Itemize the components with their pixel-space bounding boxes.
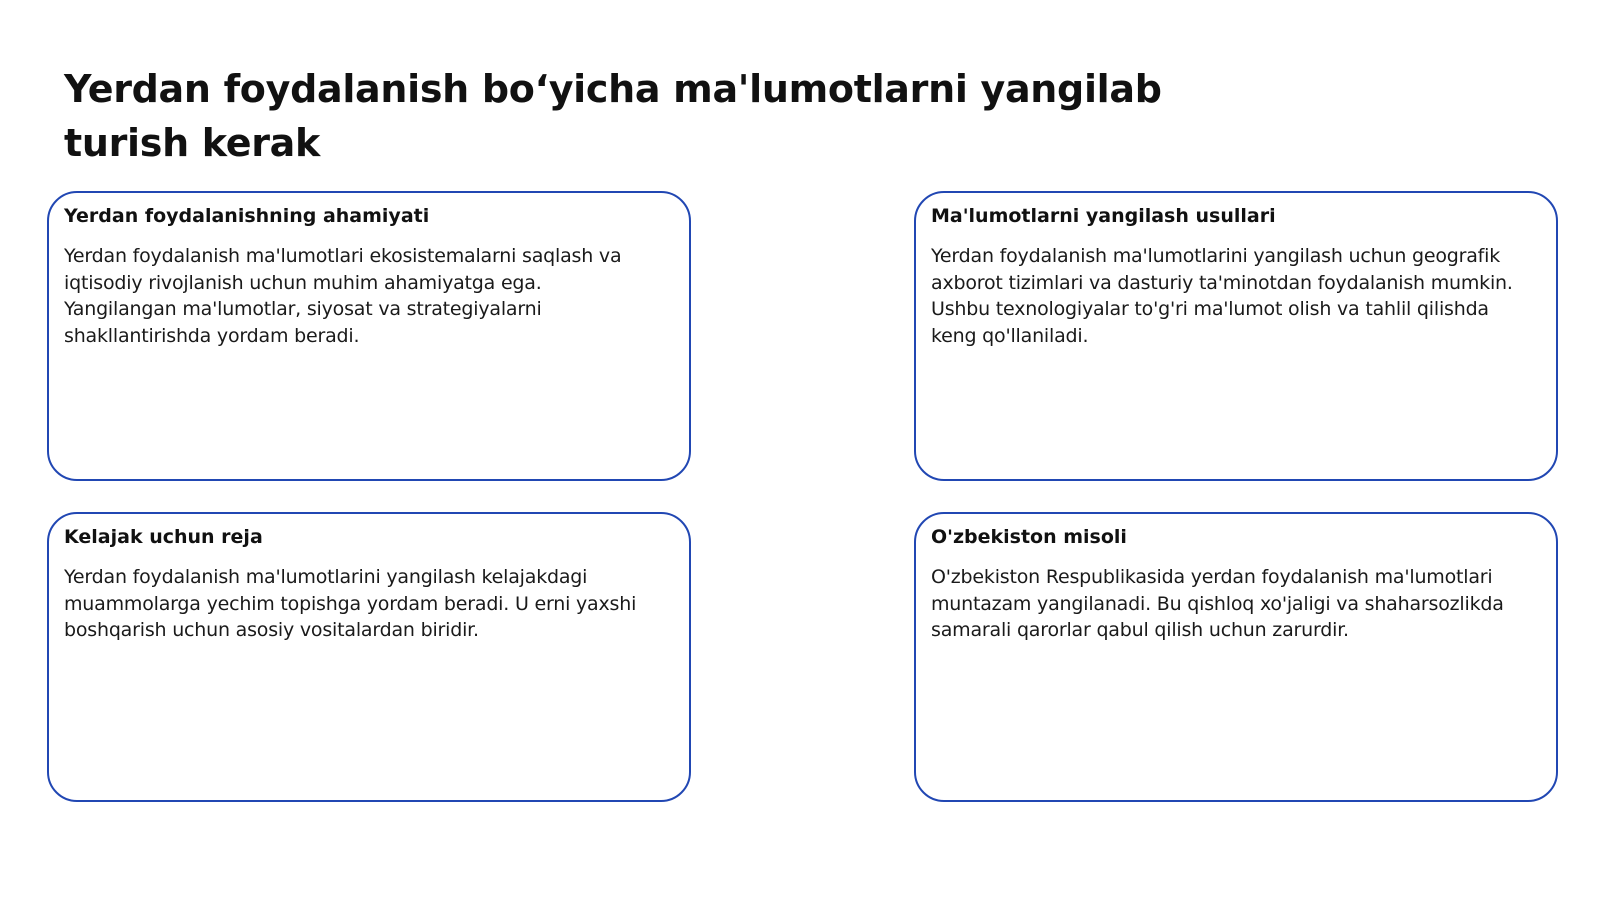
card-body: O'zbekiston Respublikasida yerdan foydalanish ma'lumotlari muntazam yangilanadi. Bu qishloq xo'jaligi va shaharsozlikda samarali qarorlar qabul qilish uchun zarurdir. [931, 566, 1504, 641]
card-body: Yerdan foydalanish ma'lumotlari ekosistemalarni saqlash va iqtisodiy rivojlanish uchun muhim ahamiyatga ega. Yangilangan ma'lumotlar, siyosat va strategiyalarni shakllantirishda yordam beradi. [64, 245, 622, 347]
card-title: Yerdan foydalanishning ahamiyati [64, 205, 430, 227]
card-title: Ma'lumotlarni yangilash usullari [931, 205, 1276, 227]
card-title: O'zbekiston misoli [931, 526, 1127, 548]
card-body: Yerdan foydalanish ma'lumotlarini yangilash uchun geografik axborot tizimlari va dasturiy ta'minotdan foydalanish mumkin. Ushbu texnologiyalar to'g'ri ma'lumot olish va tahlil qilishda keng qo'llaniladi. [931, 245, 1513, 347]
card-body: Yerdan foydalanish ma'lumotlarini yangilash kelajakdagi muammolarga yechim topishga yordam beradi. U erni yaxshi boshqarish uchun asosiy vositalardan biridir. [64, 566, 637, 641]
card-uzbekistan-example [914, 512, 1558, 802]
card-importance [47, 191, 691, 481]
card-update-methods [914, 191, 1558, 481]
card-title: Kelajak uchun reja [64, 526, 263, 548]
card-future-plan [47, 512, 691, 802]
slide-title: Yerdan foydalanish bo‘yicha ma'lumotlarni yangilab turish kerak [64, 67, 1162, 165]
